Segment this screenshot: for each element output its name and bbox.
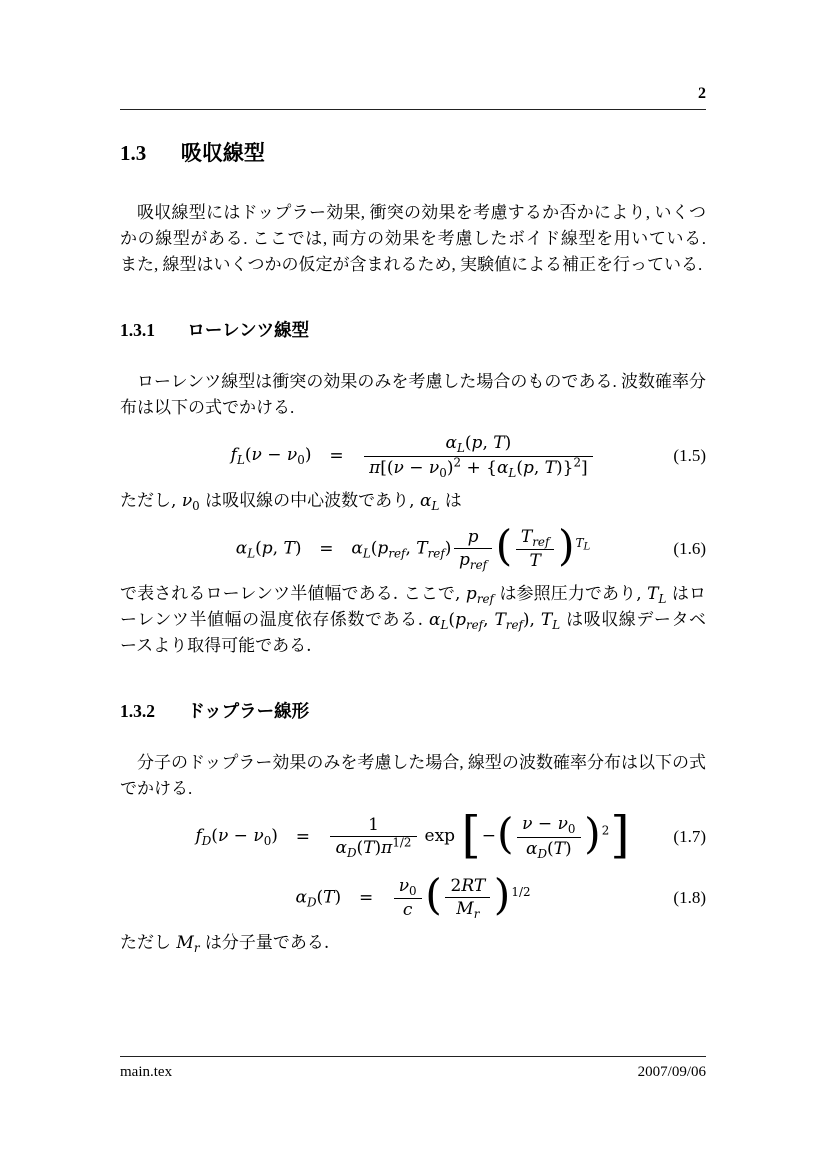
equation-1-5 [120,427,706,485]
equation-1-7 [120,808,706,866]
subsection-number: 1.3.2 [120,701,155,721]
equation-1-6-body: $\alpha_L(p$, $T) = \alpha_L(p_{ref}$, $T_{ref}$) p $p_{ref}$ ( $T_{ref}$ T )$^{T_L}$ [235,522,591,573]
equation-1-8 [120,869,706,927]
footer-filename: main.tex [120,1064,173,1080]
page-number: 2 [698,85,706,102]
subsection-heading-lorentz [120,317,706,342]
paragraph-center-wavenumber: ただし, $\nu_0$ は吸収線の中心波数であり, $\alpha_L$ は [120,491,462,514]
equation-1-5-body: $f_L(\nu - \nu_0)$ = $\frac{\alpha_L(p, T)}{\pi[(\nu - \nu_0)^2 + \{\alpha_L(p, T)\}^2]}$ [231,432,596,479]
section-number: 1.3 [120,141,147,165]
section-title: 吸収線型 [180,142,265,165]
section-heading [120,137,706,167]
equation-1-8-body: $\alpha_D(T)$ = $\frac{\nu_0}{c}$ ( $\frac{2RT}{M_r}$ )$^{1/2}$ [295,871,531,922]
paragraph-halfwidth: で表されるローレンツ半値幅である. ここで, $p_{ref}$ は参照圧力であり, $T_L$ はローレンツ半値幅の温度依存係数である. $\alpha_L(p_{ref}$, $T_{ref}$), $T_L$ は吸収線データベースより取得可能である. [120,584,707,656]
paragraph-intro: 吸収線型にはドップラー効果, 衝突の効果を考慮するか否かにより, いくつかの線型がある. ここでは, 両方の効果を考慮したボイド線型を用いている. また, 線型はいくつかの仮定が含まれるため, 実験値による補正を行っている. [120,203,706,274]
page-content [0,137,826,956]
subsection-number: 1.3.1 [120,320,155,340]
equation-1-7-body: $f_D(\nu - \nu_0)$ = $\frac{1}{\alpha_D(T)\pi^{1/2}}$ exp [−( $\frac{\nu - \nu_0}{\alpha_D(T)}$ )$^2$] [195,806,630,865]
equation-1-6-number: (1.6) [673,539,706,558]
equation-1-7-number: (1.7) [673,827,706,846]
equation-1-6 [120,520,706,578]
paragraph-molecular-weight: ただし $M_r$ は分子量である. [120,933,330,956]
subsection-title: ローレンツ線型 [187,320,310,340]
equation-1-8-number: (1.8) [673,888,706,907]
subsection-title: ドップラー線形 [187,701,310,721]
page-footer [120,1056,706,1081]
subsection-heading-doppler [120,698,706,723]
header-rule [120,109,706,110]
page-header [0,0,826,110]
paragraph-lorentz: ローレンツ線型は衝突の効果のみを考慮した場合のものである. 波数確率分布は以下の式でかける. [120,372,706,417]
footer-date: 2007/09/06 [637,1064,706,1080]
equation-1-5-number: (1.5) [673,446,706,465]
paragraph-doppler: 分子のドップラー効果のみを考慮した場合, 線型の波数確率分布は以下の式でかける. [120,753,706,798]
